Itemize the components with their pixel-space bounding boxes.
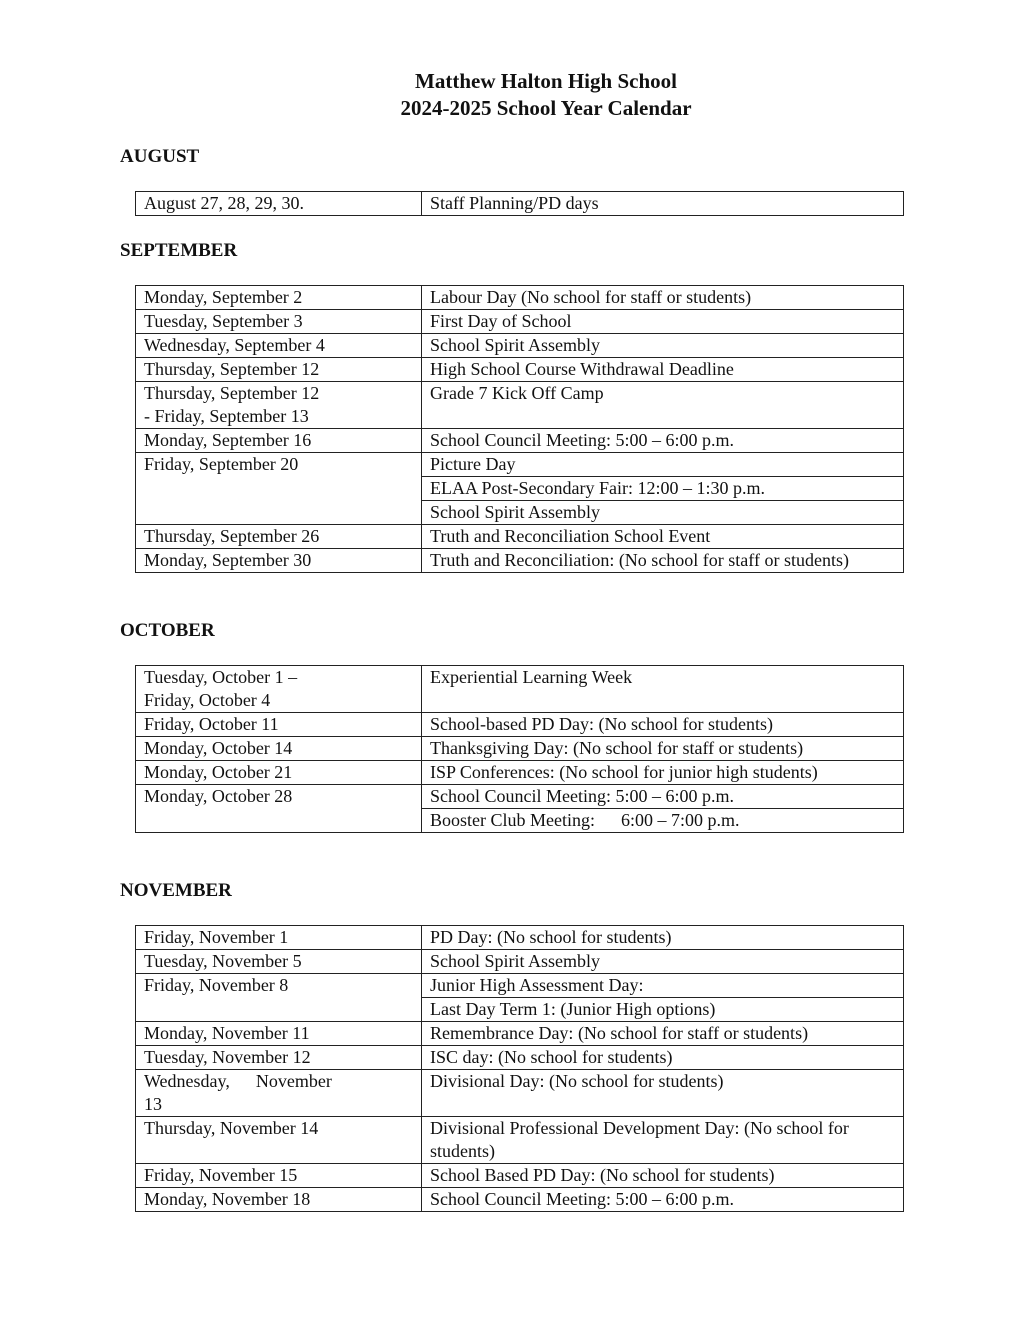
- booster-time: 6:00 – 7:00 p.m.: [621, 810, 740, 830]
- date-cell: Friday, November 8: [136, 974, 422, 1022]
- event-cell: High School Course Withdrawal Deadline: [422, 358, 904, 382]
- table-row: [136, 1070, 904, 1117]
- event-cell: First Day of School: [422, 310, 904, 334]
- date-line: Friday, October 4: [144, 690, 271, 710]
- event-cell: School Council Meeting: 5:00 – 6:00 p.m.: [422, 429, 904, 453]
- event-cell: ISP Conferences: (No school for junior high students): [422, 761, 904, 785]
- event-cell: Staff Planning/PD days: [422, 192, 904, 216]
- event-cell: Truth and Reconciliation School Event: [422, 525, 904, 549]
- table-row: [136, 713, 904, 737]
- date-cell: [136, 666, 422, 713]
- event-cell: ISC day: (No school for students): [422, 1046, 904, 1070]
- event-cell: Divisional Professional Development Day: (No school for students): [422, 1117, 904, 1164]
- date-cell: Friday, November 15: [136, 1164, 422, 1188]
- date-cell: Monday, October 14: [136, 737, 422, 761]
- table-row: [136, 1046, 904, 1070]
- table-row: [136, 549, 904, 573]
- event-cell: Grade 7 Kick Off Camp: [422, 382, 904, 429]
- date-cell: Thursday, September 12: [136, 358, 422, 382]
- date-cell: Friday, September 20: [136, 453, 422, 525]
- table-row: [136, 192, 904, 216]
- table-row: [136, 1164, 904, 1188]
- date-month: November: [255, 1071, 332, 1091]
- date-cell: August 27, 28, 29, 30.: [136, 192, 422, 216]
- event-cell: ELAA Post-Secondary Fair: 12:00 – 1:30 p.m.: [422, 477, 904, 501]
- event-cell: Truth and Reconciliation: (No school for staff or students): [422, 549, 904, 573]
- date-cell: Thursday, September 26: [136, 525, 422, 549]
- event-cell: [422, 809, 904, 833]
- event-cell: School Spirit Assembly: [422, 334, 904, 358]
- table-row: [136, 761, 904, 785]
- event-cell: Junior High Assessment Day:: [422, 974, 904, 998]
- table-row: [136, 926, 904, 950]
- event-cell: Picture Day: [422, 453, 904, 477]
- date-cell: Monday, September 2: [136, 286, 422, 310]
- event-cell: School Spirit Assembly: [422, 501, 904, 525]
- date-cell: Tuesday, November 12: [136, 1046, 422, 1070]
- event-cell: Labour Day (No school for staff or students): [422, 286, 904, 310]
- date-cell: Tuesday, September 3: [136, 310, 422, 334]
- document-title: [0, 68, 1024, 122]
- date-cell: Thursday, November 14: [136, 1117, 422, 1164]
- table-row: [136, 785, 904, 809]
- date-cell: Monday, October 21: [136, 761, 422, 785]
- date-cell: Monday, November 11: [136, 1022, 422, 1046]
- event-cell: Thanksgiving Day: (No school for staff or students): [422, 737, 904, 761]
- date-cell: [136, 1070, 422, 1117]
- table-row: [136, 1188, 904, 1212]
- event-cell: Experiential Learning Week: [422, 666, 904, 713]
- date-cell: Friday, November 1: [136, 926, 422, 950]
- month-heading-november: NOVEMBER: [120, 880, 232, 901]
- date-line: [144, 1070, 413, 1093]
- table-row: [136, 286, 904, 310]
- date-line: Tuesday, October 1 –: [144, 667, 298, 687]
- table-row: [136, 453, 904, 477]
- date-cell: Monday, September 16: [136, 429, 422, 453]
- november-table: [135, 925, 904, 1212]
- event-cell: School Based PD Day: (No school for students): [422, 1164, 904, 1188]
- table-row: [136, 429, 904, 453]
- august-table: [135, 191, 904, 216]
- date-cell: Monday, September 30: [136, 549, 422, 573]
- event-cell: Last Day Term 1: (Junior High options): [422, 998, 904, 1022]
- table-row: [136, 1022, 904, 1046]
- month-heading-october: OCTOBER: [120, 620, 215, 641]
- table-row: [136, 525, 904, 549]
- booster-label: Booster Club Meeting:: [430, 810, 595, 830]
- date-line: Thursday, September 12: [144, 383, 320, 403]
- date-cell: [136, 382, 422, 429]
- date-cell: Monday, October 28: [136, 785, 422, 833]
- month-heading-august: AUGUST: [120, 146, 200, 167]
- table-row: [136, 382, 904, 429]
- event-cell: School Council Meeting: 5:00 – 6:00 p.m.: [422, 785, 904, 809]
- date-cell: Monday, November 18: [136, 1188, 422, 1212]
- month-heading-september: SEPTEMBER: [120, 240, 238, 261]
- table-row: [136, 358, 904, 382]
- event-cell: Divisional Day: (No school for students): [422, 1070, 904, 1117]
- table-row: [136, 1117, 904, 1164]
- date-line: 13: [144, 1094, 162, 1114]
- event-cell: PD Day: (No school for students): [422, 926, 904, 950]
- table-row: [136, 737, 904, 761]
- event-cell: School Spirit Assembly: [422, 950, 904, 974]
- calendar-title: 2024-2025 School Year Calendar: [400, 96, 692, 120]
- table-row: [136, 950, 904, 974]
- date-line: - Friday, September 13: [144, 406, 309, 426]
- october-table: [135, 665, 904, 833]
- table-row: [136, 334, 904, 358]
- date-cell: Tuesday, November 5: [136, 950, 422, 974]
- date-cell: Friday, October 11: [136, 713, 422, 737]
- event-cell: School-based PD Day: (No school for students): [422, 713, 904, 737]
- date-weekday: Wednesday,: [144, 1071, 230, 1091]
- event-cell: Remembrance Day: (No school for staff or students): [422, 1022, 904, 1046]
- september-table: [135, 285, 904, 573]
- date-cell: Wednesday, September 4: [136, 334, 422, 358]
- school-name: Matthew Halton High School: [415, 69, 677, 93]
- event-cell: School Council Meeting: 5:00 – 6:00 p.m.: [422, 1188, 904, 1212]
- table-row: [136, 666, 904, 713]
- table-row: [136, 310, 904, 334]
- table-row: [136, 974, 904, 998]
